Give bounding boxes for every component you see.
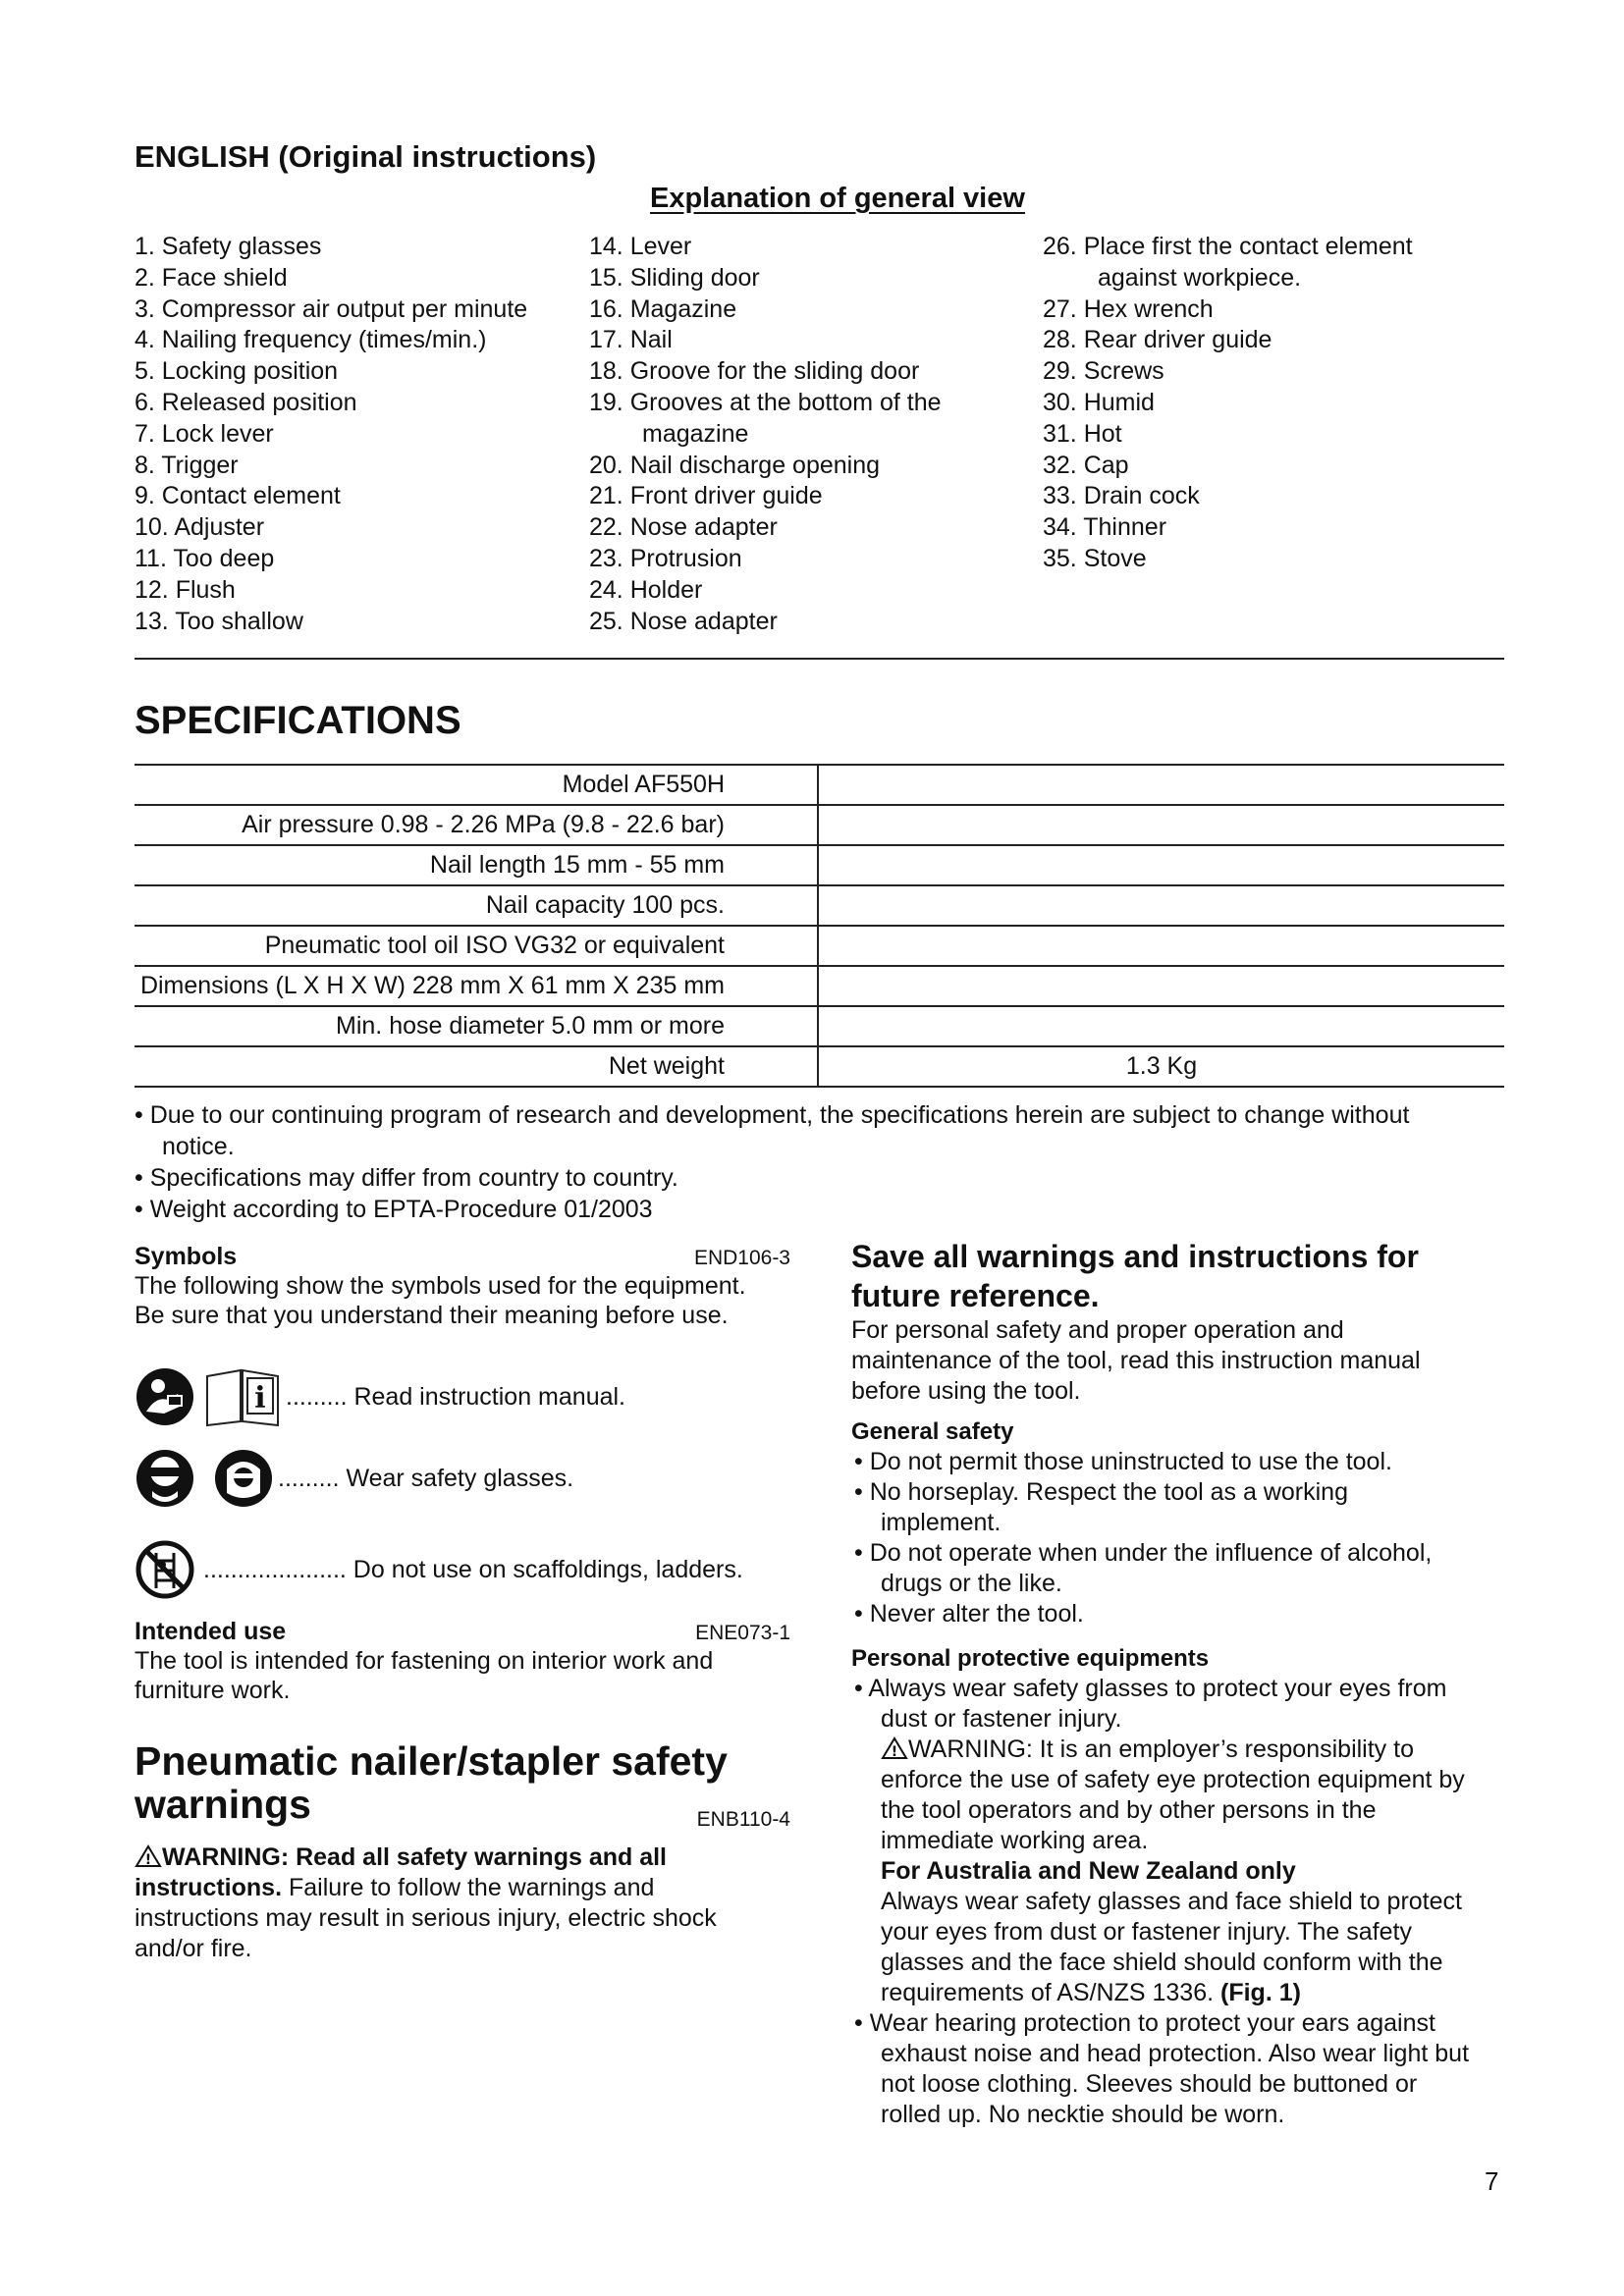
list-item: 34. Thinner <box>1043 513 1167 542</box>
table-row <box>135 966 1504 1006</box>
list-item-continuation: magazine <box>642 419 749 448</box>
list-item: 26. Place first the contact element <box>1043 233 1413 260</box>
warning-triangle-icon <box>135 1844 162 1868</box>
list-item: 5. Locking position <box>135 357 339 386</box>
intended-use-code: ENE073-1 <box>695 1622 790 1644</box>
list-item: 13. Too shallow <box>135 607 303 635</box>
list-item: 2. Face shield <box>135 263 288 292</box>
save-title-line: future reference. <box>851 1278 1100 1313</box>
right-column <box>851 1237 1509 2130</box>
symbol-row <box>135 1539 743 1600</box>
list-item: • Wear hearing protection to protect your ears against <box>854 2009 1435 2037</box>
warning-line: and/or fire. <box>135 1935 252 1962</box>
australia-text-line: glasses and the face shield should conform with the <box>881 1949 1443 1976</box>
list-item: 11. Too deep <box>135 544 275 572</box>
note-line: • Due to our continuing program of research and development, the specifications herein are subject to change without <box>135 1101 1410 1129</box>
warning-line <box>135 1873 790 1903</box>
warning-bold-text: WARNING: Read all safety warnings and all <box>162 1843 668 1871</box>
warning-triangle-icon <box>881 1736 908 1760</box>
list-item: 10. Adjuster <box>135 513 265 542</box>
face-shield-icon <box>213 1448 274 1509</box>
list-item: 28. Rear driver guide <box>1043 326 1272 354</box>
spec-label: Dimensions (L X H X W) 228 mm X 61 mm X 235 mm <box>135 966 818 1006</box>
list-item: 23. Protrusion <box>589 544 742 572</box>
safety-warning-block <box>135 1842 790 1964</box>
australia-text-line: Always wear safety glasses and face shield to protect <box>881 1888 1462 1915</box>
table-row <box>135 926 1504 966</box>
list-item: 17. Nail <box>589 326 673 354</box>
symbols-heading-text: Symbols <box>135 1243 238 1270</box>
section-divider <box>135 658 1504 660</box>
save-text-line: For personal safety and proper operation and <box>851 1316 1344 1344</box>
symbols-code: END106-3 <box>693 1247 790 1269</box>
safety-warnings-title-line: Pneumatic nailer/stapler safety <box>135 1738 728 1784</box>
safety-warnings-title-line <box>135 1782 790 1831</box>
spec-label: Pneumatic tool oil ISO VG32 or equivalent <box>135 926 818 966</box>
australia-text: requirements of AS/NZS 1336. <box>881 1979 1221 2006</box>
spec-label: Model AF550H <box>135 765 818 805</box>
spec-label: Air pressure 0.98 - 2.26 MPa (9.8 - 22.6 bar) <box>135 805 818 845</box>
ppe-warning-text: WARNING: It is an employer’s responsibility to <box>908 1735 1414 1763</box>
spec-value <box>818 1006 1504 1046</box>
spec-label: Nail length 15 mm - 55 mm <box>135 845 818 885</box>
general-view-column-2 <box>589 232 942 637</box>
symbols-intro-line: The following show the symbols used for the equipment. <box>135 1272 746 1300</box>
ppe-warning-line: immediate working area. <box>881 1827 1149 1854</box>
symbol-description: ..................... Do not use on scaffoldings, ladders. <box>203 1555 743 1583</box>
general-view-column-3 <box>1043 232 1413 575</box>
list-item: • Never alter the tool. <box>854 1600 1084 1628</box>
intended-use-line: furniture work. <box>135 1677 291 1704</box>
spec-value <box>818 845 1504 885</box>
ppe-warning-line <box>851 1735 1509 1765</box>
symbol-row <box>135 1366 625 1427</box>
note-line: • Weight according to EPTA-Procedure 01/2003 <box>135 1196 653 1223</box>
list-item: 33. Drain cock <box>1043 482 1200 510</box>
note-line: notice. <box>162 1133 235 1160</box>
intended-use-heading-text: Intended use <box>135 1618 287 1645</box>
language-heading: ENGLISH (Original instructions) <box>135 139 597 174</box>
save-text-line: maintenance of the tool, read this instruction manual <box>851 1347 1421 1374</box>
list-item: 24. Holder <box>589 575 703 604</box>
svg-text:!: ! <box>144 1852 152 1868</box>
spec-label: Net weight <box>135 1046 818 1087</box>
list-item: • Do not permit those uninstructed to use the tool. <box>854 1448 1392 1475</box>
spec-value <box>818 885 1504 926</box>
specifications-title: SPECIFICATIONS <box>135 699 461 742</box>
list-item: • No horseplay. Respect the tool as a working <box>854 1478 1348 1506</box>
figure-reference: (Fig. 1) <box>1220 1979 1301 2006</box>
list-item: 31. Hot <box>1043 419 1122 448</box>
list-item: 25. Nose adapter <box>589 607 778 635</box>
list-item: 6. Released position <box>135 388 357 416</box>
symbols-heading <box>135 1242 790 1271</box>
intended-use-line: The tool is intended for fastening on interior work and <box>135 1647 714 1675</box>
symbol-description: ......... Read instruction manual. <box>286 1382 625 1411</box>
warning-bold-text: instructions. <box>135 1874 283 1901</box>
australia-text-line: your eyes from dust or fastener injury. The safety <box>881 1918 1412 1946</box>
no-scaffolding-icon <box>135 1539 195 1600</box>
list-item: 27. Hex wrench <box>1043 294 1214 323</box>
spec-value <box>818 805 1504 845</box>
safety-glasses-icon <box>135 1448 195 1509</box>
intended-use-section <box>135 1617 790 1705</box>
table-row <box>135 845 1504 885</box>
list-item: 15. Sliding door <box>589 263 760 292</box>
page-number: 7 <box>1485 2166 1499 2196</box>
note-line: • Specifications may differ from country to country. <box>135 1164 678 1192</box>
table-row <box>135 1006 1504 1046</box>
list-item: 21. Front driver guide <box>589 482 823 510</box>
save-text-line: before using the tool. <box>851 1377 1081 1405</box>
list-item-continuation: against workpiece. <box>1098 263 1302 292</box>
list-item: 12. Flush <box>135 575 236 604</box>
list-item: 20. Nail discharge opening <box>589 451 881 479</box>
safety-warnings-title <box>135 1738 790 1831</box>
ppe-warning-line: the tool operators and by other persons in the <box>881 1796 1377 1824</box>
list-item: 18. Groove for the sliding door <box>589 357 920 386</box>
list-item: 4. Nailing frequency (times/min.) <box>135 326 487 354</box>
ppe-warning-line: enforce the use of safety eye protection equipment by <box>881 1766 1465 1793</box>
list-item-continuation: rolled up. No necktie should be worn. <box>881 2101 1285 2128</box>
list-item: 19. Grooves at the bottom of the <box>589 388 942 416</box>
list-item: 30. Humid <box>1043 388 1155 416</box>
list-item: 16. Magazine <box>589 294 737 323</box>
list-item-continuation: dust or fastener injury. <box>881 1705 1122 1733</box>
list-item-continuation: drugs or the like. <box>881 1570 1062 1597</box>
manual-book-icon <box>203 1366 282 1427</box>
spec-value: 1.3 Kg <box>818 1046 1504 1087</box>
warning-line <box>135 1842 790 1873</box>
general-safety-heading: General safety <box>851 1418 1014 1445</box>
specification-notes <box>135 1099 1509 1225</box>
symbol-description: ......... Wear safety glasses. <box>278 1464 574 1492</box>
warning-text: Failure to follow the warnings and <box>282 1874 655 1901</box>
table-row <box>135 805 1504 845</box>
list-item-continuation: not loose clothing. Sleeves should be buttoned or <box>881 2070 1418 2098</box>
list-item: 35. Stove <box>1043 544 1147 572</box>
spec-value <box>818 966 1504 1006</box>
list-item: 22. Nose adapter <box>589 513 778 542</box>
spec-label: Nail capacity 100 pcs. <box>135 885 818 926</box>
list-item: 9. Contact element <box>135 482 341 510</box>
list-item-continuation: implement. <box>881 1509 1001 1536</box>
list-item: • Do not operate when under the influence of alcohol, <box>854 1539 1433 1567</box>
read-manual-icon <box>135 1366 195 1427</box>
australia-heading: For Australia and New Zealand only <box>881 1857 1296 1885</box>
list-item: 32. Cap <box>1043 451 1129 479</box>
list-item: 8. Trigger <box>135 451 239 479</box>
symbol-row <box>135 1448 573 1509</box>
safety-warnings-code: ENB110-4 <box>696 1808 790 1831</box>
ppe-heading: Personal protective equipments <box>851 1645 1210 1672</box>
table-row <box>135 1046 1504 1087</box>
svg-text:i: i <box>254 1381 266 1415</box>
australia-text-line <box>851 1978 1509 2008</box>
list-item-continuation: exhaust noise and head protection. Also wear light but <box>881 2040 1470 2067</box>
general-view-title: Explanation of general view <box>650 183 1025 214</box>
warning-line: instructions may result in serious injury, electric shock <box>135 1904 717 1932</box>
specifications-table <box>135 764 1504 1088</box>
spec-label: Min. hose diameter 5.0 mm or more <box>135 1006 818 1046</box>
svg-text:!: ! <box>891 1744 898 1760</box>
list-item: 14. Lever <box>589 233 692 260</box>
general-view-column-1 <box>135 232 527 637</box>
spec-value <box>818 765 1504 805</box>
table-row <box>135 885 1504 926</box>
safety-warnings-title-text: warnings <box>135 1782 311 1827</box>
save-title-line: Save all warnings and instructions for <box>851 1239 1419 1274</box>
list-item: 29. Screws <box>1043 357 1164 386</box>
list-item: 7. Lock lever <box>135 419 274 448</box>
symbols-intro-line: Be sure that you understand their meaning before use. <box>135 1302 729 1329</box>
table-row <box>135 765 1504 805</box>
list-item: 3. Compressor air output per minute <box>135 294 528 323</box>
list-item: • Always wear safety glasses to protect your eyes from <box>854 1675 1447 1702</box>
intended-use-heading <box>135 1617 790 1646</box>
symbols-section <box>135 1242 790 1330</box>
list-item: 1. Safety glasses <box>135 233 322 260</box>
spec-value <box>818 926 1504 966</box>
